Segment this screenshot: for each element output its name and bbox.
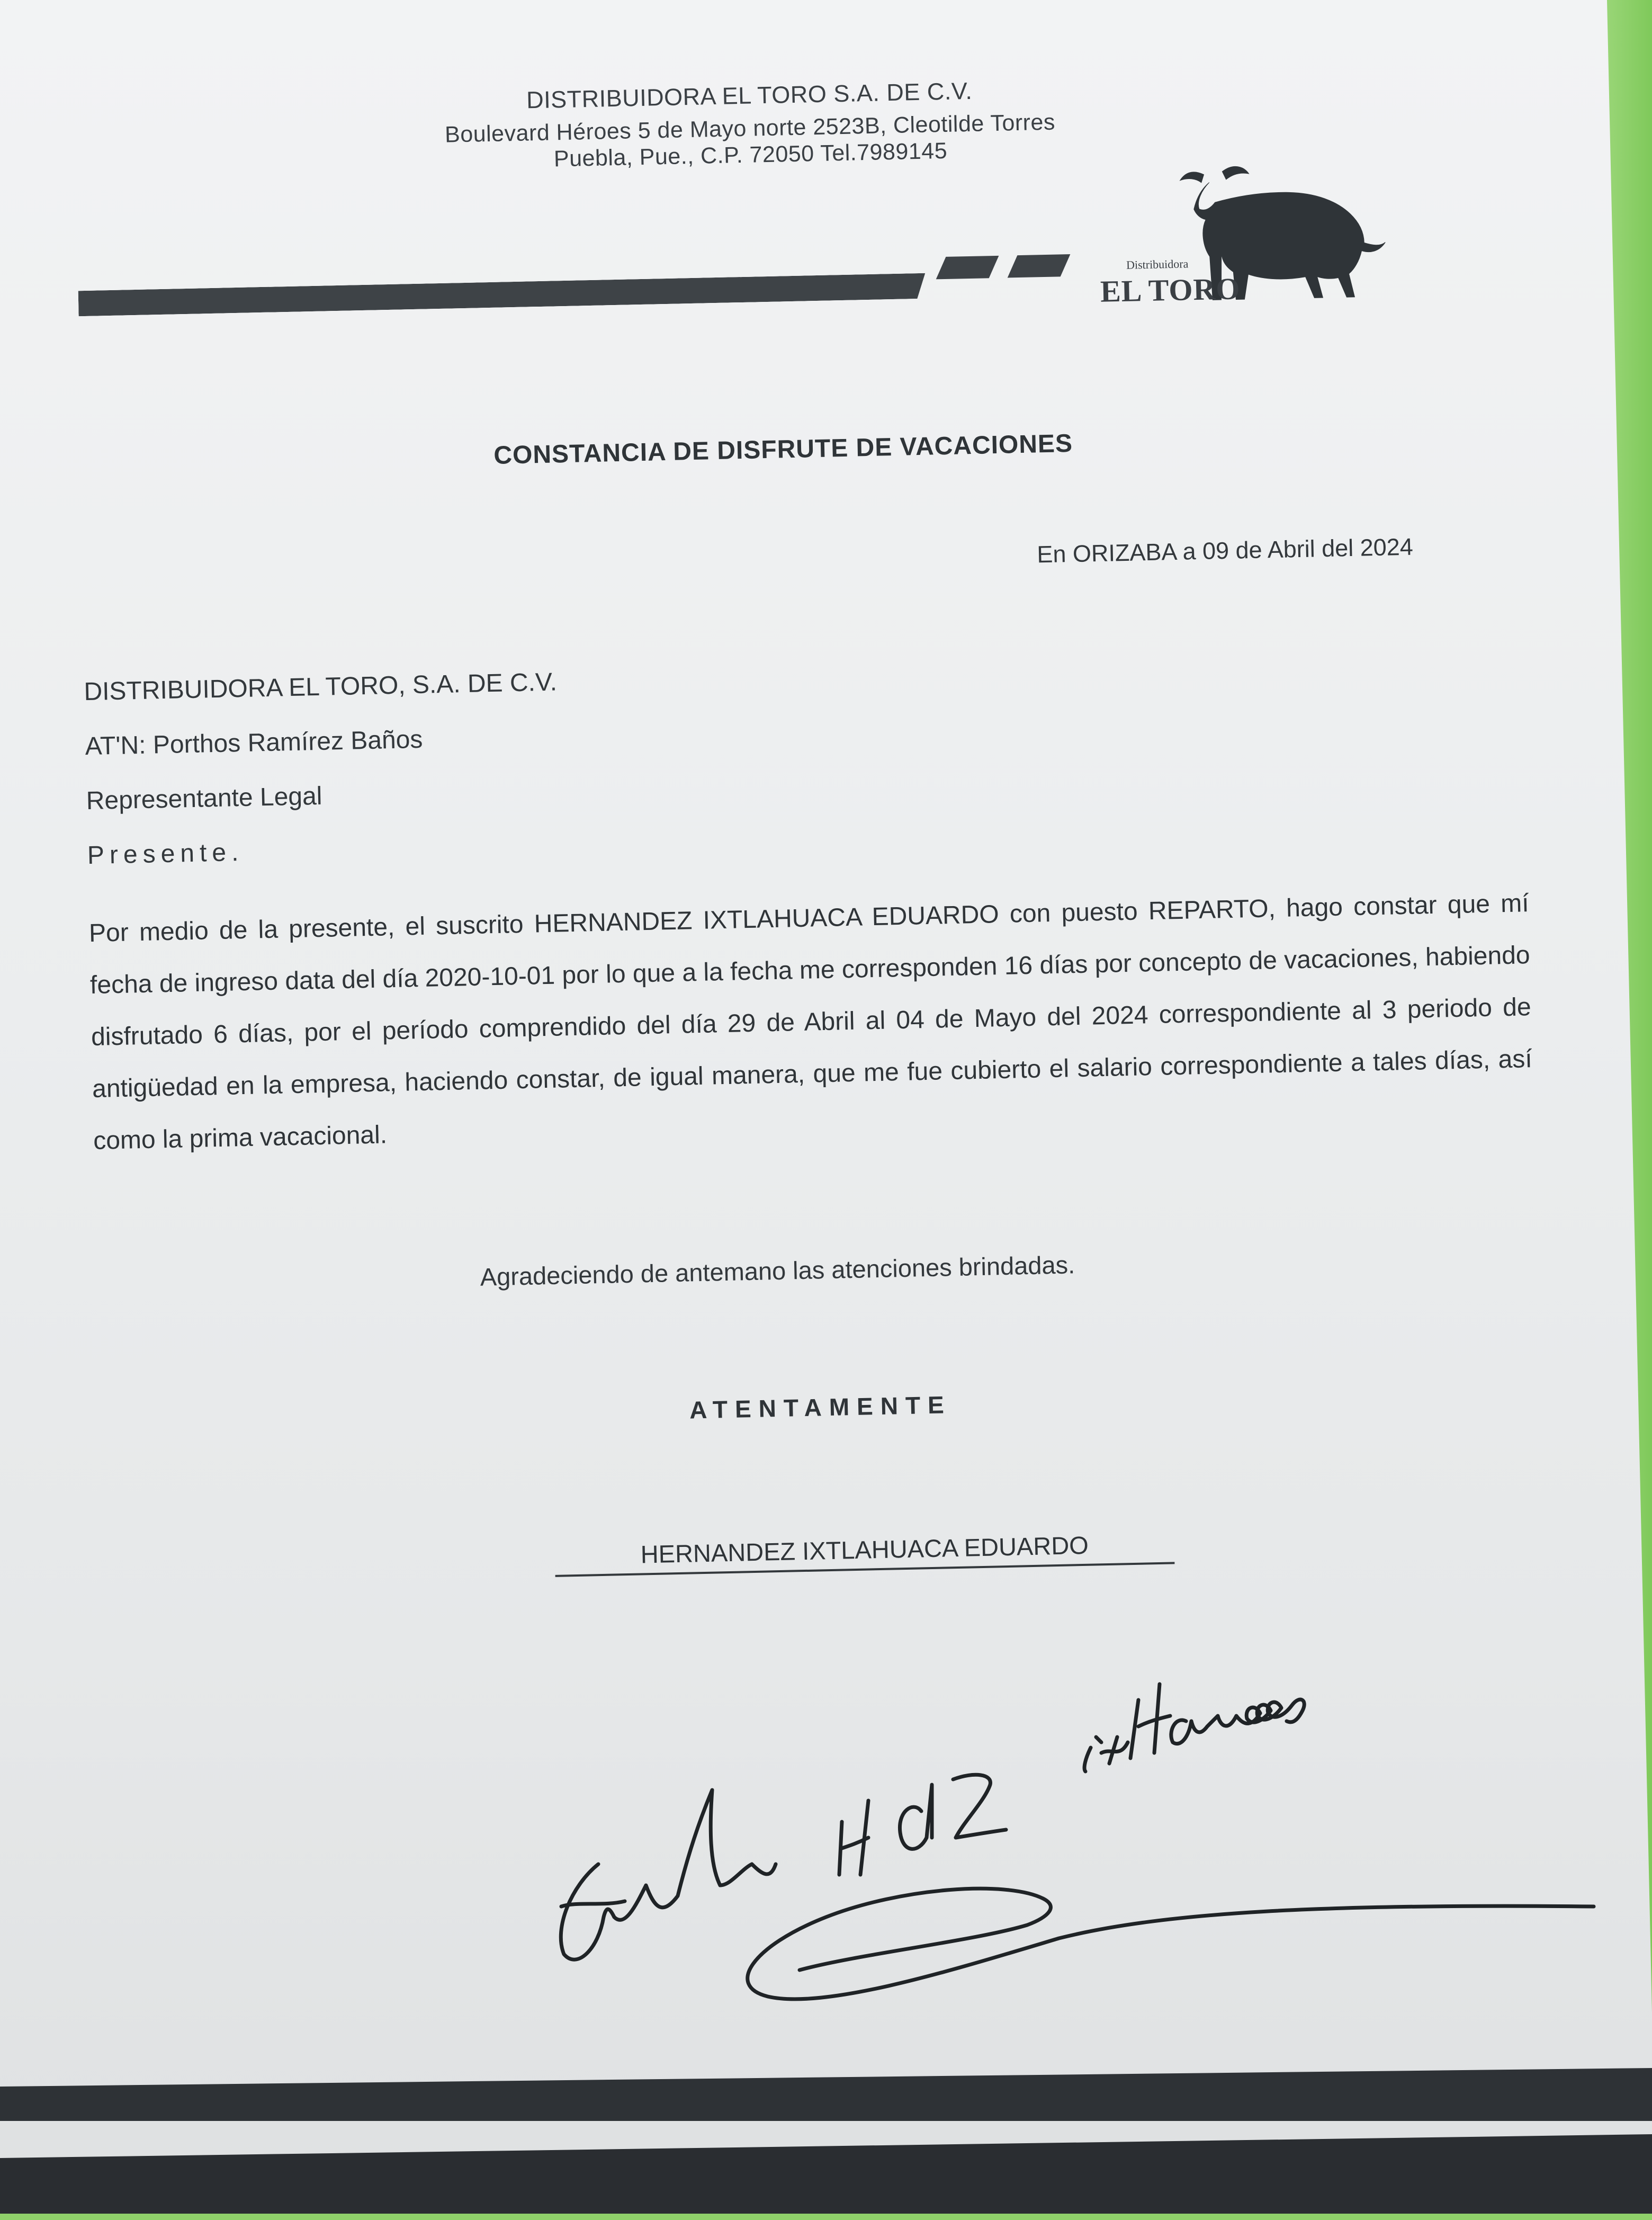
company-name: DISTRIBUIDORA EL TORO S.A. DE C.V. [526,77,973,114]
thanks-line: Agradeciendo de antemano las atenciones brindadas. [480,1250,1075,1291]
logo-name: EL TORO [1100,271,1241,309]
logo-small-text: Distribuidora [1126,257,1189,272]
recipient-role: Representante Legal [86,782,322,816]
body-paragraph: Por medio de la presente, el suscrito HERNANDEZ IXTLAHUACA EDUARDO con puesto REPARTO, hago constar que mí fecha de ingreso data del día 2020-10-01 por lo que a la fecha me corresponden 16 días por concepto de vacaciones, habiendo disfrutado 6 días, por el período comprendido del día 29 de Abril al 04 de Mayo del 2024 correspondiente al 3 periodo de antigüedad en la empresa, haciendo constar, de igual manera, que me fue cubierto el salario correspondiente a tales días, así como la prima vacacional. [88,889,1533,1155]
document-title: CONSTANCIA DE DISFRUTE DE VACACIONES [493,429,1073,470]
company-address: Boulevard Héroes 5 de Mayo norte 2523B, Cleotilde Torres [444,109,1056,148]
closing-word: ATENTAMENTE [689,1391,952,1424]
recipient-attention: AT'N: Porthos Ramírez Baños [85,725,423,761]
signer-name: HERNANDEZ IXTLAHUACA EDUARDO [554,1528,1174,1577]
recipient-company: DISTRIBUIDORA EL TORO, S.A. DE C.V. [83,668,558,706]
place-date: En ORIZABA a 09 de Abril del 2024 [1036,533,1414,568]
company-city: Puebla, Pue., C.P. 72050 Tel.7989145 [553,138,948,172]
recipient-greeting: Presente. [87,838,244,870]
